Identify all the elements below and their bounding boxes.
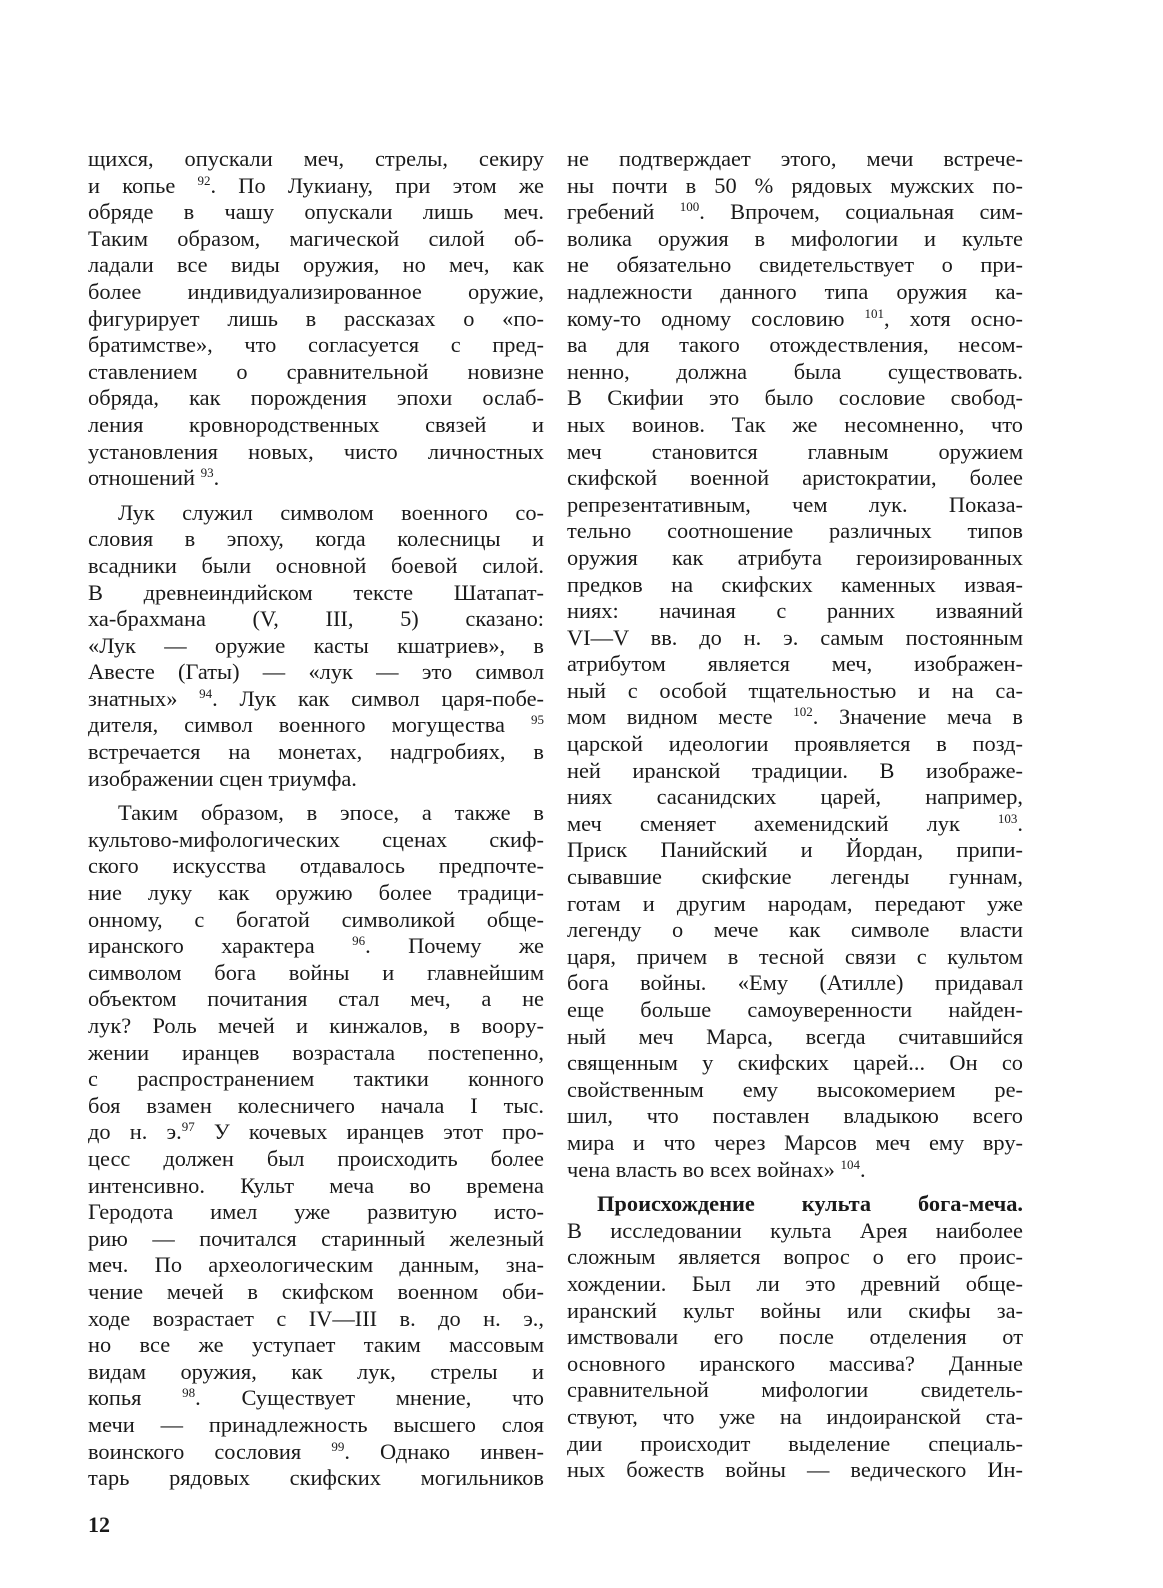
footnote-ref: 102 [793,704,813,720]
text-line: Таким образом, в эпосе, а также в [118,800,544,826]
text-fragment: У кочевых иранцев этот про- [194,1119,544,1145]
text-line: надлежности данного типа оружия ка- [567,278,1023,304]
text-line: ставлением о сравнительной новизне [88,358,544,384]
text-line [567,811,1023,838]
footnote-ref: 97 [181,1119,195,1135]
text-line: рию — почитался старинный железный [88,1225,544,1251]
footnote-ref: 101 [864,305,884,321]
text-fragment: кому-то одному сословию [567,305,865,331]
text-line [88,1119,544,1146]
text-line: свойственным ему высокомерием ре- [567,1076,1023,1102]
text-line: установления новых, чисто личностных [88,438,544,464]
footnote-ref: 95 [531,712,544,728]
text-line: еще больше самоуверенности найден- [567,997,1023,1022]
text-fragment: отношений [88,465,201,491]
section-heading-text: Происхождение культа бога-меча. [597,1191,1023,1217]
footnote-ref: 98 [182,1385,196,1401]
text-fragment: . [1017,810,1023,836]
text-fragment: . Впрочем, социальная сим- [699,199,1023,225]
text-column-right [567,146,1023,1484]
text-line: всадники были основной боевой силой. [88,552,544,578]
text-line [567,704,1023,731]
text-fragment: . По Лукиану, при этом же [210,172,544,198]
text-line: изображении сцен триумфа. [88,765,357,791]
text-line: ствуют, что уже на индоиранской ста- [567,1403,1023,1429]
text-line: сложным является вопрос о его проис- [567,1244,1023,1270]
text-line: иранский культ войны или скифы за- [567,1297,1023,1323]
text-line: не подтверждает этого, мечи встрече- [567,146,1023,171]
text-line: дии происходит выделение специаль- [567,1430,1023,1456]
text-line: с распространением тактики конного [88,1066,544,1092]
text-line [567,1157,1023,1184]
text-line: атрибутом является меч, изображен- [567,651,1023,677]
text-line: не обязательно свидетельствует о при- [567,252,1023,278]
text-fragment: . Существует мнение, что [195,1385,544,1411]
text-line: ниях сасанидских царей, например, [567,784,1023,810]
text-fragment: , хотя осно- [883,305,1023,331]
text-line: тарь рядовых скифских могильников [88,1465,544,1491]
text-line: VI—V вв. до н. э. самым постоянным [567,624,1023,650]
text-fragment: . [213,465,220,491]
text-fragment: воинского сословия [88,1438,332,1464]
text-line: мира и что через Марсов меч ему вру- [567,1129,1023,1155]
text-line: ха-брахмана (V, III, 5) сказано: [88,606,544,632]
text-fragment: чена власть во всех войнах» [567,1156,841,1182]
text-line: ных божеств войны — ведического Ин- [567,1457,1023,1483]
text-line: объектом почитания стал меч, а не [88,986,544,1012]
text-line: щихся, опускали меч, стрелы, секиру [88,146,544,171]
text-line: имствовали его после отделения от [567,1324,1023,1350]
text-fragment: . Однако инвен- [344,1438,544,1464]
text-line: ходе возрастает с IV—III в. до н. э., [88,1305,544,1331]
text-line: обряда, как порождения эпохи ослаб- [88,385,544,411]
text-line: ный меч Марса, всегда считавшийся [567,1023,1023,1049]
text-line: лук? Роль мечей и кинжалов, в вooру- [88,1013,544,1038]
text-line: онному, с богатой символикой обще- [88,906,544,932]
text-fragment: до н. э. [88,1119,182,1145]
text-line: Приск Панийский и Йордан, припи- [567,837,1023,863]
text-line: репрезентативным, чем лук. Показа- [567,491,1023,517]
text-fragment: . Лук как символ царя-побе- [212,685,544,711]
text-line: Авесте (Гаты) — «лук — это символ [88,659,544,685]
text-fragment: гребений [567,199,680,225]
text-fragment: . Почему же [365,933,544,959]
text-line: ней иранской традиции. В изображе- [567,757,1023,783]
text-column-left [88,146,544,1492]
text-line: сывавшие скифские легенды гуннам, [567,864,1023,890]
paragraph-gap [88,792,544,800]
paragraph-gap [567,1183,1023,1191]
text-line: священным у скифских царей... Он со [567,1050,1023,1076]
text-line: чение мечей в скифском военном оби- [88,1278,544,1304]
text-line: ние луку как оружию более традици- [88,880,544,906]
text-fragment: . [859,1156,866,1182]
text-line: братимстве», что согласуется с пред- [88,332,544,358]
text-line: предков на скифских каменных извая- [567,571,1023,597]
text-line: ны почти в 50 % рядовых мужских по- [567,172,1023,198]
text-line: видам оружия, как лук, стрелы и [88,1358,544,1384]
text-fragment: дителя, символ военного могущества [88,712,531,738]
text-line: легенду о мече как символе власти [567,917,1023,943]
text-line: тельно соотношение различных типов [567,518,1023,544]
text-line: оружия как атрибута героизированных [567,544,1023,570]
text-fragment: знатных» [88,685,200,711]
text-fragment: меч сменяет ахеменидский лук [567,810,998,836]
text-line: волика оружия в мифологии и культе [567,225,1023,251]
text-line: фигурирует лишь в рассказах о «по- [88,305,544,331]
text-line: меч. По археологическим данным, зна- [88,1252,544,1278]
text-fragment: иранского характера [88,933,353,959]
text-line: «Лук — оружие касты кшатриев», в [88,632,544,658]
text-line: хождении. Был ли это древний обще- [567,1270,1023,1296]
text-line: ных воинов. Так же несомненно, что [567,411,1023,437]
text-line: Таким образом, магической силой об- [88,225,544,251]
text-line [88,712,544,739]
paragraph-gap [88,492,544,500]
text-line: ладали все виды оружия, но меч, как [88,252,544,278]
text-line [567,199,1023,226]
text-line: меч становится главным оружием [567,438,1023,464]
text-line: ный с особой тщательностью и на са- [567,677,1023,703]
text-line: Геродота имел уже развитую исто- [88,1199,544,1225]
footnote-ref: 100 [679,199,700,215]
text-line [88,465,544,492]
footnote-ref: 93 [200,465,214,481]
text-line: жении иранцев возрастала постепенно, [88,1039,544,1065]
text-line: ления кровнородственных связей и [88,411,544,437]
text-line [88,933,544,960]
text-fragment: копья [88,1385,183,1411]
text-line: В исследовании культа Арея наиболее [567,1217,1023,1243]
text-line [567,306,1023,333]
footnote-ref: 92 [197,172,211,188]
text-line: обряде в чашу опускали лишь меч. [88,199,544,225]
text-line: встречается на монетах, надгробиях, в [88,739,544,765]
footnote-ref: 94 [199,685,213,701]
text-line: интенсивно. Культ меча во времена [88,1172,544,1198]
text-line [88,1385,544,1412]
text-line: цесс должен был происходить более [88,1145,544,1171]
text-fragment: и копье [88,172,198,198]
footnote-ref: 104 [840,1156,860,1172]
text-line: сравнительной мифологии свидетель- [567,1377,1023,1403]
text-line: ненно, должна была существовать. [567,358,1023,384]
text-line: царя, причем в тесной связи с культом [567,943,1023,969]
text-line: царской идеологии проявляется в позд- [567,731,1023,757]
text-line: скифской военной аристократии, более [567,465,1023,491]
footnote-ref: 103 [997,810,1018,826]
footnote-ref: 96 [352,933,366,949]
text-line: боя взамен колесничего начала I тыс. [88,1092,544,1118]
text-line: ниях: начиная с ранних изваяний [567,598,1023,624]
text-line [88,173,544,200]
text-line: В древнеиндийском тексте Шатапат- [88,579,544,605]
section-heading [567,1191,1023,1218]
text-line: бога войны. «Ему (Атилле) придавал [567,970,1023,996]
footnote-ref: 99 [331,1438,345,1454]
text-line: мечи — принадлежность высшего слоя [88,1411,544,1437]
text-line: символом бога войны и главнейшим [88,959,544,985]
text-line: культово-мифологических сценах скиф- [88,826,544,852]
text-line: словия в эпоху, когда колесницы и [88,526,544,552]
text-fragment: мом видном месте [567,704,794,730]
text-line: основного иранского массива? Данные [567,1350,1023,1376]
page-number: 12 [88,1512,110,1537]
text-line: но все же уступает таким массовым [88,1332,544,1358]
text-line: готам и другим народам, передают уже [567,890,1023,916]
text-line: Лук служил символом военного со- [118,499,544,525]
text-line: ского искусства отдавалось предпочте- [88,853,544,879]
text-line: шил, что поставлен владыкою всего [567,1103,1023,1129]
text-line [88,1439,544,1466]
text-line: ва для такого отождествления, несом- [567,332,1023,358]
text-fragment: . Значение меча в [812,704,1023,730]
text-line: В Скифии это было сословие свобод- [567,385,1023,411]
text-line [88,686,544,713]
text-line: более индивидуализированное оружие, [88,278,544,304]
